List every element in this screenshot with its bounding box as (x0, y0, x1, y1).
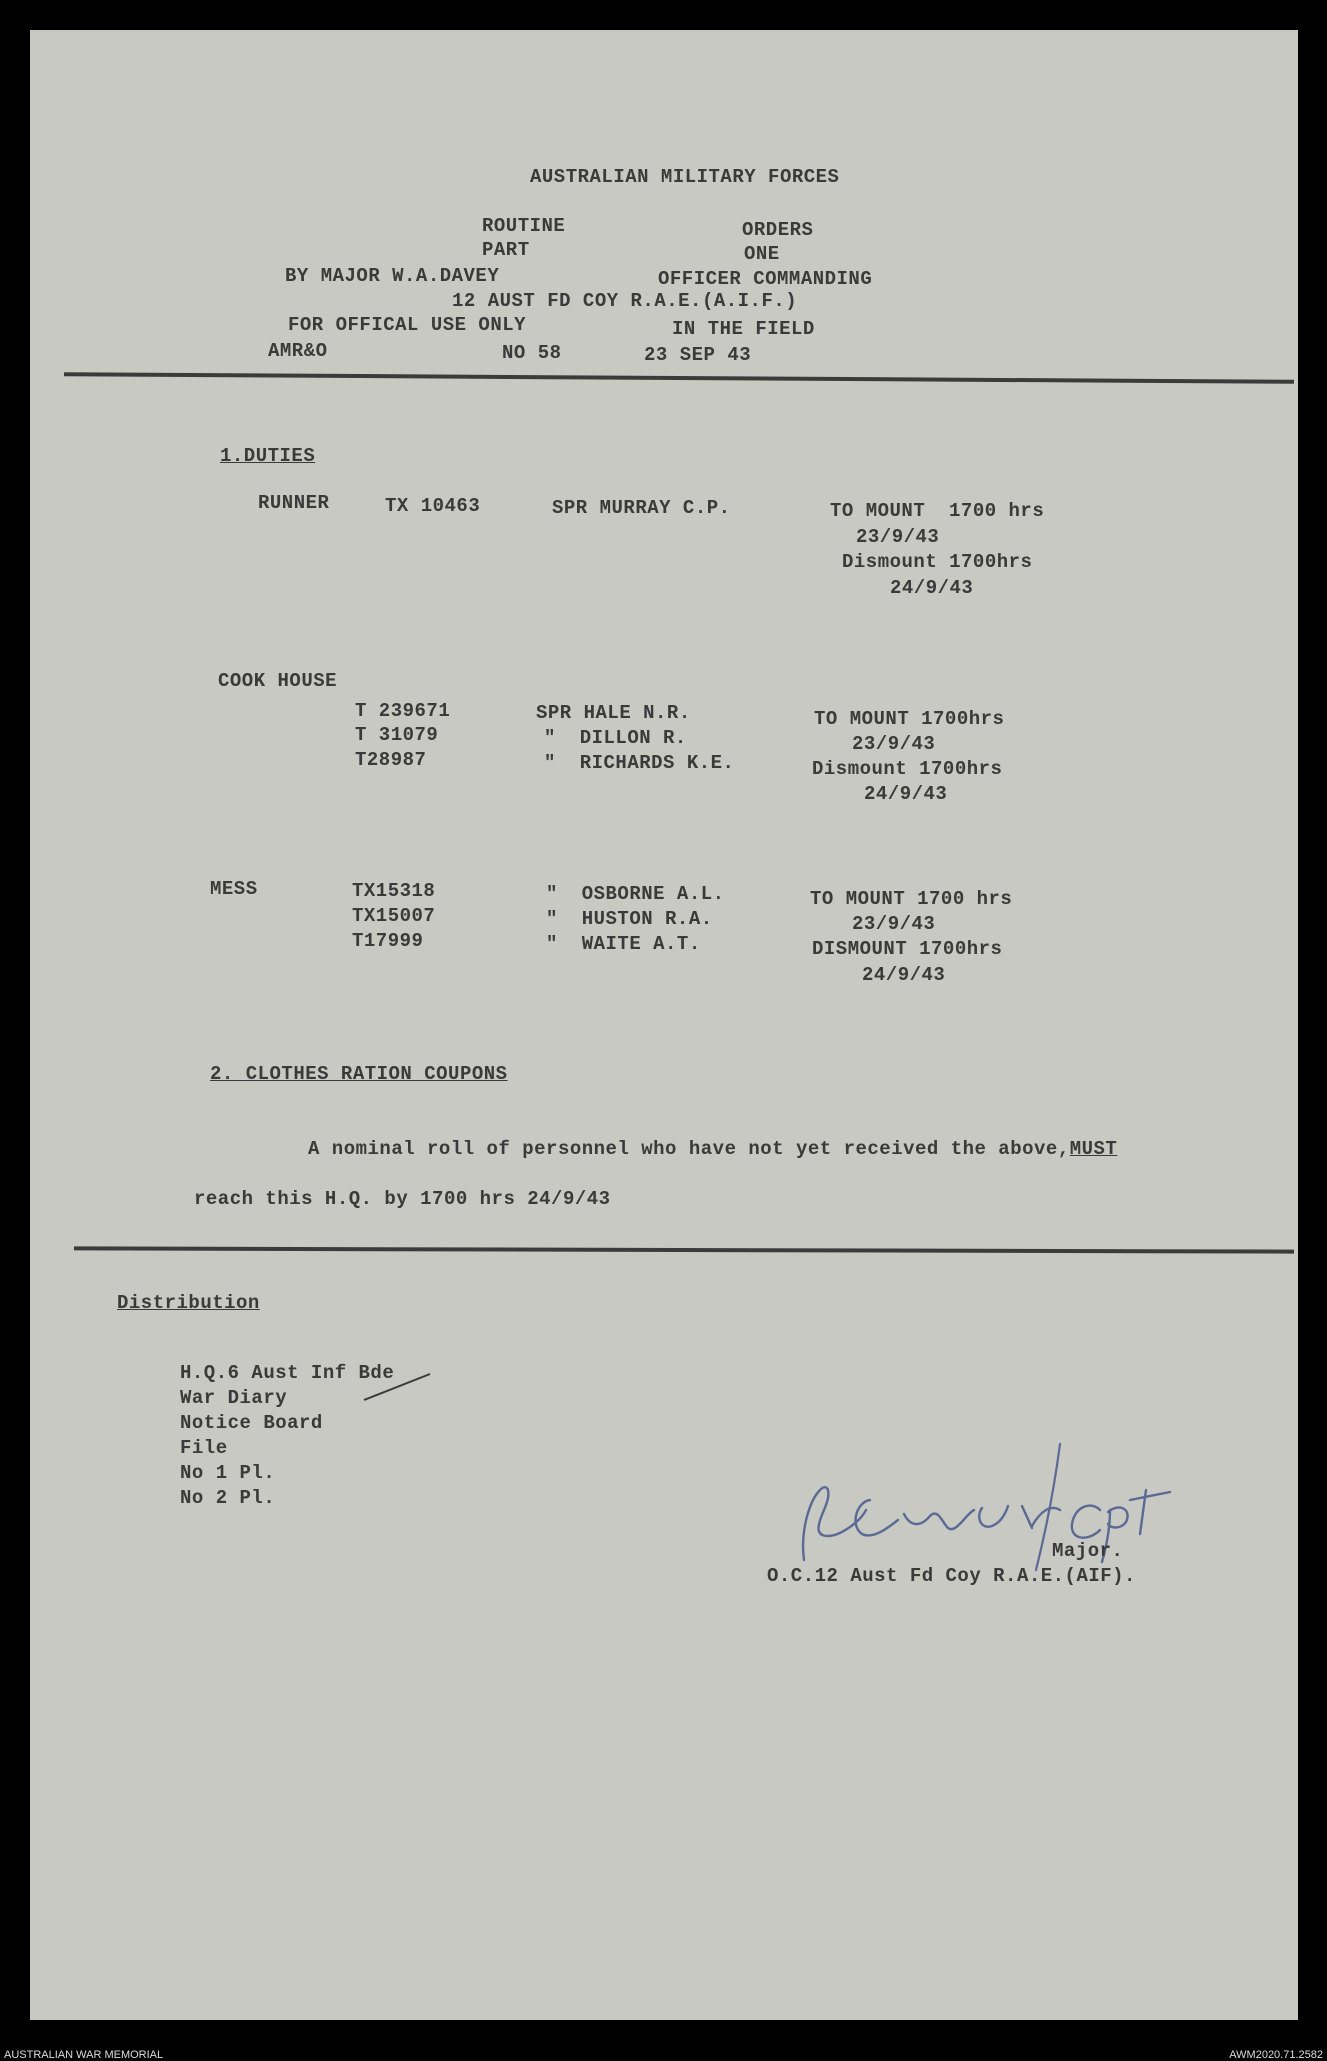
mess-dismount: DISMOUNT 1700hrs (812, 938, 1003, 960)
runner-label: RUNNER (258, 492, 330, 514)
document-page (30, 30, 1298, 2020)
cookhouse-dismount-date: 24/9/43 (864, 783, 948, 805)
distribution-strike-mark (360, 1370, 440, 1410)
runner-mount-date: 23/9/43 (856, 526, 940, 548)
mess-row-1-number: TX15318 (352, 880, 436, 902)
runner-mount: TO MOUNT 1700 hrs (830, 500, 1045, 522)
distribution-item: File (180, 1437, 228, 1459)
mess-mount-date: 23/9/43 (852, 913, 936, 935)
signature-rank: Major. (1052, 1540, 1124, 1562)
distribution-item: Notice Board (180, 1412, 323, 1434)
coupons-body-line-1 (308, 1138, 1117, 1160)
mess-mount: TO MOUNT 1700 hrs (810, 888, 1013, 910)
header-part: PART (482, 239, 530, 261)
coupons-body-text: A nominal roll of personnel who have not yet received the above, (308, 1138, 1070, 1160)
cookhouse-mount-date: 23/9/43 (852, 733, 936, 755)
mess-label: MESS (210, 878, 258, 900)
distribution-item: H.Q.6 Aust Inf Bde (180, 1362, 395, 1384)
header-number: NO 58 (502, 342, 562, 364)
distribution-item: War Diary (180, 1387, 288, 1409)
mess-row-3-number: T17999 (352, 930, 424, 952)
cookhouse-row-2-name: " DILLON R. (544, 727, 687, 749)
distribution-item: No 1 Pl. (180, 1462, 276, 1484)
mess-row-1-name: " OSBORNE A.L. (546, 883, 725, 905)
header-official: FOR OFFICAL USE ONLY (288, 314, 527, 336)
cookhouse-mount: TO MOUNT 1700hrs (814, 708, 1005, 730)
cookhouse-row-1-number: T 239671 (355, 700, 451, 722)
coupons-heading: 2. CLOTHES RATION COUPONS (210, 1063, 508, 1085)
cookhouse-row-3-number: T28987 (355, 749, 427, 771)
header-officer: OFFICER COMMANDING (658, 268, 873, 290)
runner-name: SPR MURRAY C.P. (552, 497, 731, 519)
header-amr: AMR&O (268, 340, 328, 362)
header-routine: ROUTINE (482, 215, 566, 237)
handwritten-signature (770, 1430, 1240, 1580)
runner-dismount-date: 24/9/43 (890, 577, 974, 599)
duties-heading: 1.DUTIES (220, 445, 316, 467)
coupons-body-line-2: reach this H.Q. by 1700 hrs 24/9/43 (194, 1188, 611, 1210)
distribution-heading: Distribution (117, 1292, 260, 1314)
coupons-must: MUST (1069, 1138, 1118, 1160)
header-unit: 12 AUST FD COY R.A.E.(A.I.F.) (452, 290, 798, 312)
cookhouse-dismount: Dismount 1700hrs (812, 758, 1003, 780)
header-date: 23 SEP 43 (644, 344, 752, 366)
header-by: BY MAJOR W.A.DAVEY (285, 265, 500, 287)
signature-title: O.C.12 Aust Fd Coy R.A.E.(AIF). (767, 1565, 1136, 1587)
header-field: IN THE FIELD (672, 318, 815, 340)
coupons-rule (74, 1246, 1294, 1253)
runner-dismount: Dismount 1700hrs (842, 551, 1033, 573)
header-orders: ORDERS (742, 219, 814, 241)
cookhouse-row-2-number: T 31079 (355, 724, 439, 746)
distribution-item: No 2 Pl. (180, 1487, 276, 1509)
cookhouse-row-1-name: SPR HALE N.R. (536, 702, 691, 724)
footer-right: AWM2020.71.2582 (1229, 2049, 1323, 2061)
header-title: AUSTRALIAN MILITARY FORCES (530, 166, 840, 188)
cookhouse-row-3-name: " RICHARDS K.E. (544, 752, 735, 774)
footer-left: AUSTRALIAN WAR MEMORIAL (4, 2049, 164, 2061)
mess-row-3-name: " WAITE A.T. (546, 933, 701, 955)
runner-number: TX 10463 (385, 495, 481, 517)
mess-dismount-date: 24/9/43 (862, 964, 946, 986)
header-one: ONE (744, 243, 780, 265)
mess-row-2-name: " HUSTON R.A. (546, 908, 713, 930)
cookhouse-label: COOK HOUSE (218, 670, 338, 692)
header-rule (64, 372, 1294, 384)
mess-row-2-number: TX15007 (352, 905, 436, 927)
